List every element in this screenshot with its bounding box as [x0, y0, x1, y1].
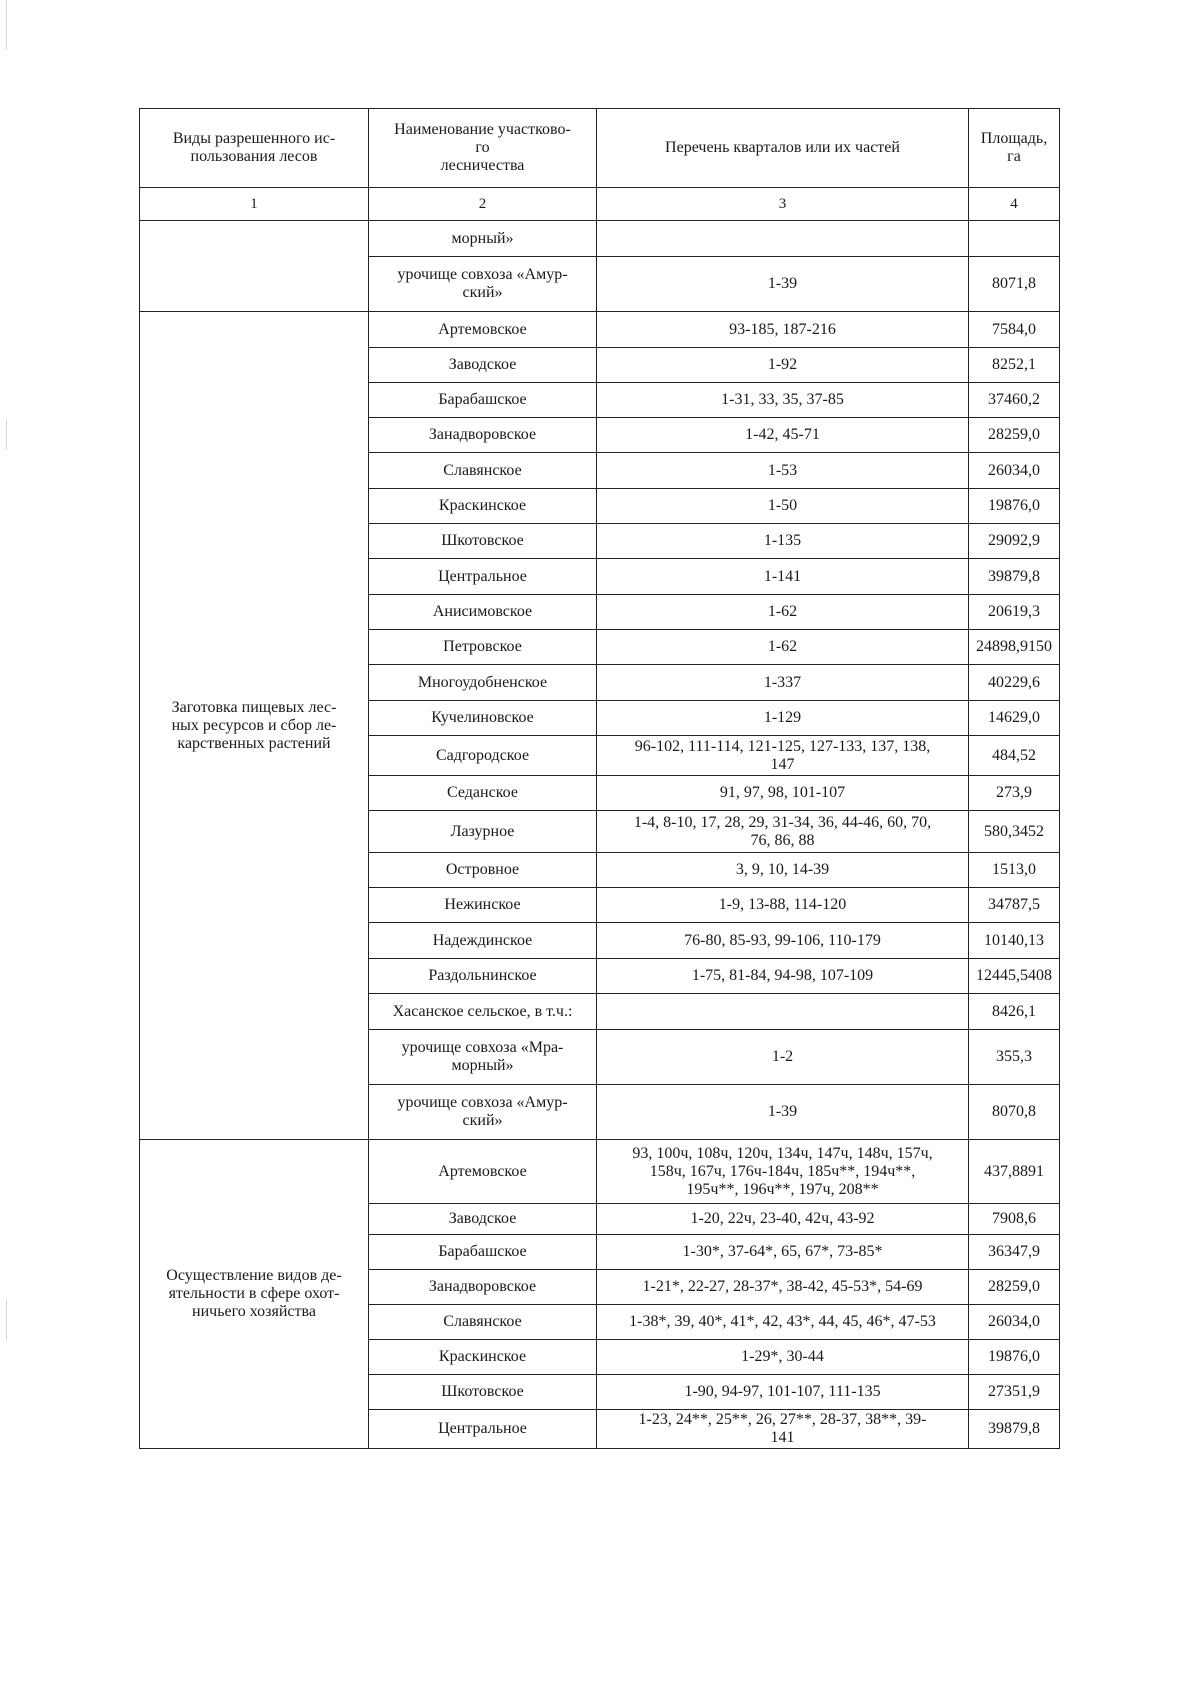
area-cell: 8252,1	[969, 348, 1060, 383]
quarters-cell: 91, 97, 98, 101-107	[597, 776, 969, 811]
area-cell: 24898,9150	[969, 630, 1060, 665]
forestry-name-cell: Краскинское	[369, 489, 597, 524]
area-cell: 37460,2	[969, 383, 1060, 418]
quarters-cell: 1-50	[597, 489, 969, 524]
area-cell: 20619,3	[969, 595, 1060, 630]
area-cell: 14629,0	[969, 701, 1060, 736]
quarters-cell: 1-23, 24**, 25**, 26, 27**, 28-37, 38**, 39- 141	[597, 1410, 969, 1449]
forestry-name-cell: Островное	[369, 853, 597, 888]
quarters-cell: 1-129	[597, 701, 969, 736]
forestry-name-cell: Занадворовское	[369, 418, 597, 453]
area-cell: 28259,0	[969, 418, 1060, 453]
forestry-name-cell: Заводское	[369, 348, 597, 383]
header-quarters: Перечень кварталов или их частей	[597, 109, 969, 188]
forestry-name-cell: Занадворовское	[369, 1270, 597, 1305]
area-cell: 19876,0	[969, 489, 1060, 524]
area-cell: 355,3	[969, 1030, 1060, 1085]
header-forestry-name: Наименование участково- го лесничества	[369, 109, 597, 188]
column-number: 2	[369, 188, 597, 221]
quarters-cell: 1-39	[597, 1085, 969, 1140]
forestry-name-cell: урочище совхоза «Мра- морный»	[369, 1030, 597, 1085]
area-cell: 26034,0	[969, 453, 1060, 489]
quarters-cell: 76-80, 85-93, 99-106, 110-179	[597, 923, 969, 959]
forestry-name-cell: урочище совхоза «Амур- ский»	[369, 1085, 597, 1140]
area-cell: 7584,0	[969, 312, 1060, 348]
forestry-name-cell: урочище совхоза «Амур- ский»	[369, 257, 597, 312]
forestry-name-cell: Садгородское	[369, 736, 597, 776]
quarters-cell: 93, 100ч, 108ч, 120ч, 134ч, 147ч, 148ч, 157ч, 158ч, 167ч, 176ч-184ч, 185ч**, 194ч**, 195ч**, 196ч**, 197ч, 208**	[597, 1140, 969, 1204]
forestry-name-cell: Шкотовское	[369, 1375, 597, 1410]
header-use-type: Виды разрешенного ис- пользования лесов	[140, 109, 369, 188]
quarters-cell: 96-102, 111-114, 121-125, 127-133, 137, 138, 147	[597, 736, 969, 776]
column-number: 4	[969, 188, 1060, 221]
forestry-name-cell: Седанское	[369, 776, 597, 811]
forestry-name-cell: Артемовское	[369, 1140, 597, 1204]
column-number: 1	[140, 188, 369, 221]
area-cell: 273,9	[969, 776, 1060, 811]
quarters-cell: 3, 9, 10, 14-39	[597, 853, 969, 888]
quarters-cell: 1-39	[597, 257, 969, 312]
area-cell: 10140,13	[969, 923, 1060, 959]
forestry-name-cell: Артемовское	[369, 312, 597, 348]
forestry-name-cell: морный»	[369, 221, 597, 257]
area-cell: 8071,8	[969, 257, 1060, 312]
quarters-cell: 1-30*, 37-64*, 65, 67*, 73-85*	[597, 1235, 969, 1270]
header-area: Площадь, га	[969, 109, 1060, 188]
quarters-cell: 1-75, 81-84, 94-98, 107-109	[597, 959, 969, 994]
forestry-name-cell: Надеждинское	[369, 923, 597, 959]
table-row	[140, 312, 1060, 348]
forestry-name-cell: Анисимовское	[369, 595, 597, 630]
area-cell: 12445,5408	[969, 959, 1060, 994]
quarters-cell: 1-20, 22ч, 23-40, 42ч, 43-92	[597, 1204, 969, 1235]
quarters-cell: 1-29*, 30-44	[597, 1340, 969, 1375]
quarters-cell: 93-185, 187-216	[597, 312, 969, 348]
table-row	[140, 221, 1060, 257]
area-cell: 1513,0	[969, 853, 1060, 888]
forestry-name-cell: Нежинское	[369, 888, 597, 923]
column-number: 3	[597, 188, 969, 221]
table-row	[140, 1140, 1060, 1204]
quarters-cell: 1-4, 8-10, 17, 28, 29, 31-34, 36, 44-46, 60, 70, 76, 86, 88	[597, 811, 969, 853]
quarters-cell: 1-31, 33, 35, 37-85	[597, 383, 969, 418]
area-cell: 7908,6	[969, 1204, 1060, 1235]
area-cell: 40229,6	[969, 665, 1060, 701]
forestry-name-cell: Кучелиновское	[369, 701, 597, 736]
quarters-cell	[597, 994, 969, 1030]
forestry-name-cell: Барабашское	[369, 1235, 597, 1270]
quarters-cell: 1-62	[597, 630, 969, 665]
page-edge-mark	[6, 0, 7, 50]
page-edge-mark	[6, 1300, 7, 1340]
area-cell: 484,52	[969, 736, 1060, 776]
quarters-cell: 1-42, 45-71	[597, 418, 969, 453]
column-number-row	[140, 188, 1060, 221]
area-cell: 39879,8	[969, 1410, 1060, 1449]
forest-use-table	[139, 108, 1060, 1449]
page-edge-mark	[6, 420, 7, 450]
forestry-name-cell: Центральное	[369, 1410, 597, 1449]
area-cell: 39879,8	[969, 559, 1060, 595]
quarters-cell: 1-135	[597, 524, 969, 559]
forestry-name-cell: Шкотовское	[369, 524, 597, 559]
quarters-cell: 1-2	[597, 1030, 969, 1085]
quarters-cell: 1-90, 94-97, 101-107, 111-135	[597, 1375, 969, 1410]
area-cell: 34787,5	[969, 888, 1060, 923]
forestry-name-cell: Заводское	[369, 1204, 597, 1235]
use-type-cell	[140, 221, 369, 312]
quarters-cell: 1-53	[597, 453, 969, 489]
quarters-cell: 1-21*, 22-27, 28-37*, 38-42, 45-53*, 54-69	[597, 1270, 969, 1305]
area-cell: 27351,9	[969, 1375, 1060, 1410]
area-cell: 437,8891	[969, 1140, 1060, 1204]
area-cell: 26034,0	[969, 1305, 1060, 1340]
forestry-name-cell: Краскинское	[369, 1340, 597, 1375]
area-cell: 36347,9	[969, 1235, 1060, 1270]
forestry-name-cell: Славянское	[369, 453, 597, 489]
table-header-row	[140, 109, 1060, 188]
forestry-name-cell: Лазурное	[369, 811, 597, 853]
forestry-name-cell: Петровское	[369, 630, 597, 665]
quarters-cell: 1-38*, 39, 40*, 41*, 42, 43*, 44, 45, 46*, 47-53	[597, 1305, 969, 1340]
forestry-name-cell: Раздольнинское	[369, 959, 597, 994]
area-cell: 29092,9	[969, 524, 1060, 559]
area-cell: 580,3452	[969, 811, 1060, 853]
area-cell	[969, 221, 1060, 257]
use-type-cell: Осуществление видов де- ятельности в сфере охот- ничьего хозяйства	[140, 1140, 369, 1449]
forestry-name-cell: Славянское	[369, 1305, 597, 1340]
quarters-cell: 1-337	[597, 665, 969, 701]
quarters-cell	[597, 221, 969, 257]
area-cell: 8426,1	[969, 994, 1060, 1030]
use-type-cell: Заготовка пищевых лес- ных ресурсов и сбор ле- карственных растений	[140, 312, 369, 1140]
forestry-name-cell: Барабашское	[369, 383, 597, 418]
area-cell: 28259,0	[969, 1270, 1060, 1305]
forestry-name-cell: Многоудобненское	[369, 665, 597, 701]
area-cell: 19876,0	[969, 1340, 1060, 1375]
quarters-cell: 1-62	[597, 595, 969, 630]
table-body	[140, 109, 1060, 1449]
quarters-cell: 1-9, 13-88, 114-120	[597, 888, 969, 923]
area-cell: 8070,8	[969, 1085, 1060, 1140]
forestry-name-cell: Хасанское сельское, в т.ч.:	[369, 994, 597, 1030]
quarters-cell: 1-141	[597, 559, 969, 595]
forestry-name-cell: Центральное	[369, 559, 597, 595]
quarters-cell: 1-92	[597, 348, 969, 383]
